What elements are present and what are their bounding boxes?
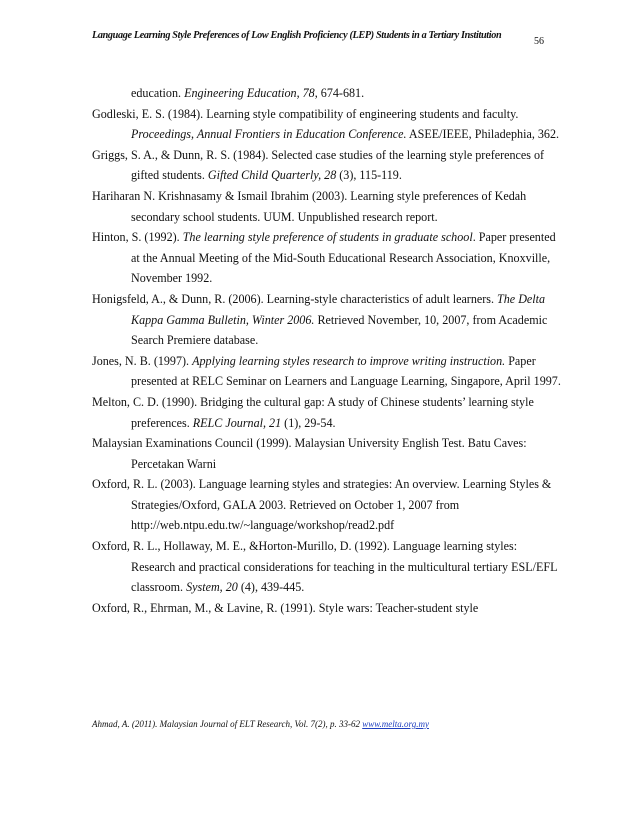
reference-entry-jones: Jones, N. B. (1997). Applying learning styles research to improve writing instruction. Paper presented at RELC Seminar on Learners and Language Learning, Singapore, April 1997. (92, 353, 561, 389)
reference-entry-mec: Malaysian Examinations Council (1999). Malaysian University English Test. Batu Caves: Percetakan Warni (92, 436, 527, 471)
footer-website-link[interactable]: www.melta.org.my (362, 719, 429, 729)
reference-entry-oxford-1992: Oxford, R. L., Hollaway, M. E., &Horton-Murillo, D. (1992). Language learning styles: Research and practical considerations for teaching in the multicultural tertiary ESL/EFL classroom. System, 20 (4), 439-445. (92, 539, 558, 595)
reference-entry-oxford-2003: Oxford, R. L. (2003). Language learning styles and strategies: An overview. Learning Styles & Strategies/Oxford, GALA 2003. Retrieved on October 1, 2007 from http://web.ntpu.edu.tw/~language/workshop/read2.pdf (92, 477, 552, 533)
footer-citation: Ahmad, A. (2011). Malaysian Journal of ELT Research, Vol. 7(2), p. 33-62 (92, 719, 360, 729)
reference-entry-godleski: Godleski, E. S. (1984). Learning style compatibility of engineering students and faculty. Proceedings, Annual Frontiers in Education Conference. ASEE/IEEE, Philadephia, 362. (92, 106, 560, 142)
page-footer (92, 719, 429, 729)
reference-entry-hinton: Hinton, S. (1992). The learning style preference of students in graduate school. Paper presented at the Annual Meeting of the Mid-South Educational Research Association, Knoxville, November 1992. (92, 230, 556, 286)
reference-entry-melton: Melton, C. D. (1990). Bridging the cultural gap: A study of Chinese students’ learning style preferences. RELC Journal, 21 (1), 29-54. (92, 394, 534, 430)
running-header-title: Language Learning Style Preferences of Low English Proficiency (LEP) Students in a Tertiary Institution (92, 30, 502, 41)
reference-entry-continued: education. Engineering Education, 78, 674-681. (131, 86, 365, 100)
reference-entry-griggs: Griggs, S. A., & Dunn, R. S. (1984). Selected case studies of the learning style preferences of gifted students. Gifted Child Quarterly, 28 (3), 115-119. (92, 147, 545, 183)
reference-entry-hariharan: Hariharan N. Krishnasamy & Ismail Ibrahim (2003). Learning style preferences of Kedah secondary school students. UUM. Unpublished research report. (92, 188, 527, 224)
reference-entry-honigsfeld: Honigsfeld, A., & Dunn, R. (2006). Learning-style characteristics of adult learners. The Delta Kappa Gamma Bulletin, Winter 2006. Retrieved November, 10, 2007, from Academic Search Premiere database. (92, 291, 548, 348)
reference-list (92, 83, 562, 618)
reference-entry-oxford-1991: Oxford, R., Ehrman, M., & Lavine, R. (1991). Style wars: Teacher-student style (92, 600, 479, 615)
page-number: 56 (534, 36, 544, 47)
